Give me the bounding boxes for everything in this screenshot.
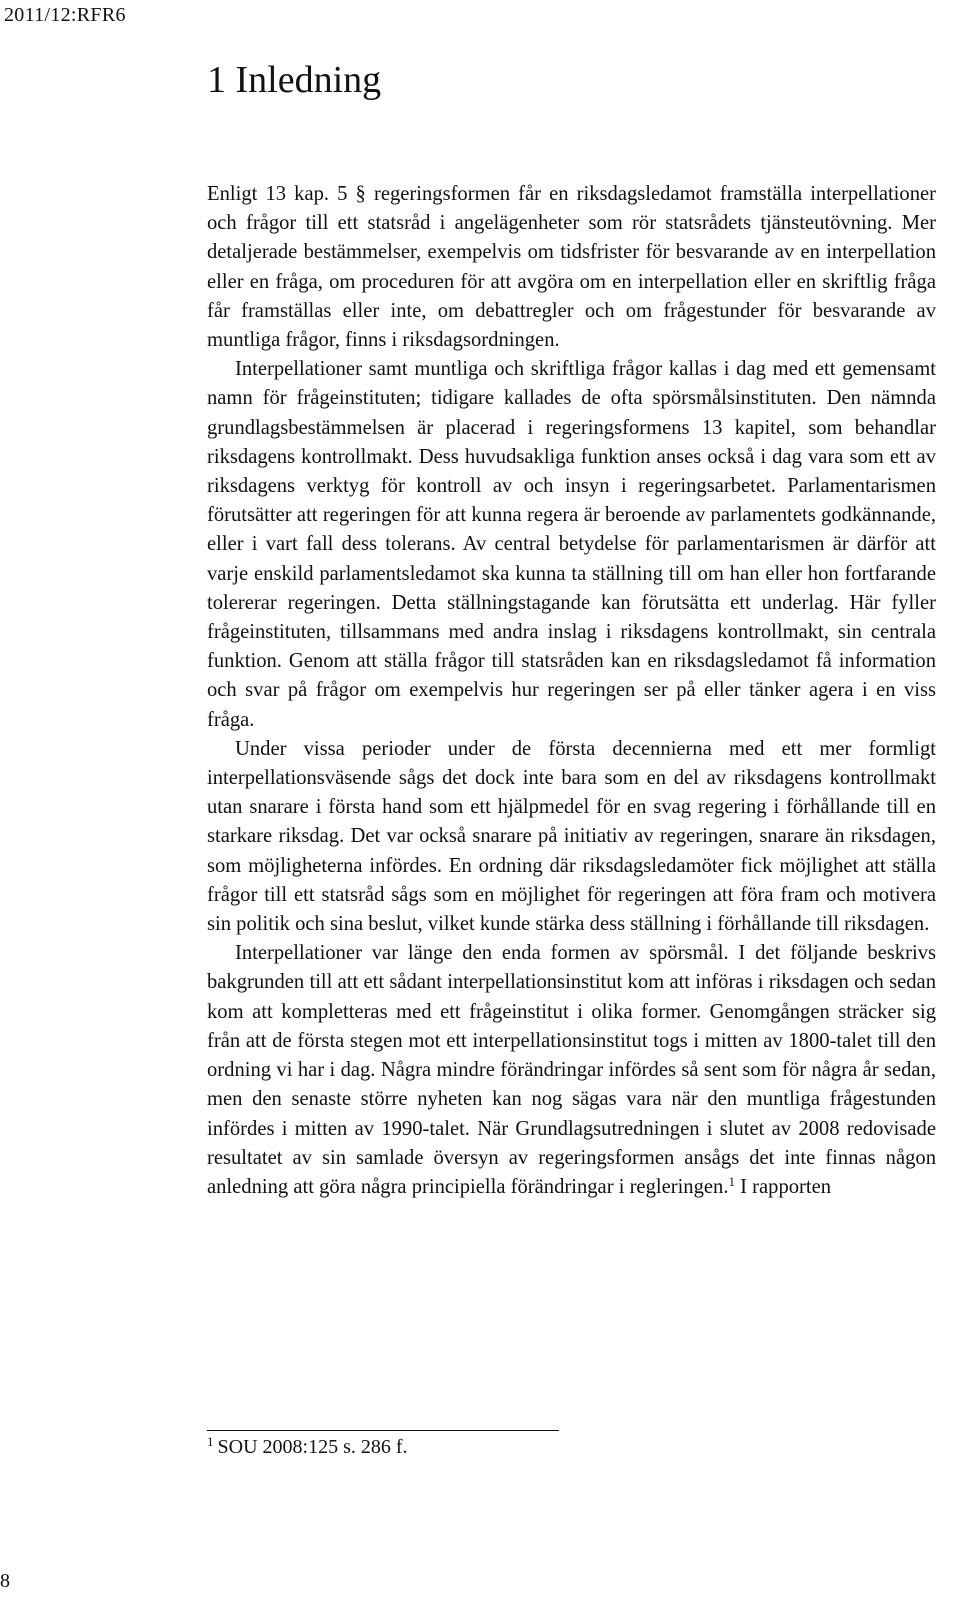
page-number: 8 — [0, 1570, 10, 1592]
footnote-text: SOU 2008:125 s. 286 f. — [217, 1436, 408, 1458]
paragraph-4-text: Interpellationer var länge den enda formen av spörsmål. I det följande beskrivs bakgrunden till att ett sådant interpellationsinstitut kom att införas i riksdagen och sedan kom att kompletteras med ett frågeinstitut i olika former. Genomgången sträcker sig från att de första stegen mot ett interpellationsinstitut togs i mitten av 1800-talet till den ordning vi har i dag. Några mindre förändringar infördes så sent som för några år sedan, men den senaste större nyheten kan nog sägas vara när den muntliga frågestunden infördes i mitten av 1990-talet. När Grundlagsutredningen i slutet av 2008 redovisade resultatet av sin samlade översyn av regeringsformen ansågs det inte finnas någon anledning att göra några principiella förändringar i regleringen. — [207, 942, 936, 1198]
paragraph-3: Under vissa perioder under de första decennierna med ett mer formligt interpellationsväsende sågs det dock inte bara som en del av riksdagens kontrollmakt utan snarare i första hand som ett hjälpmedel för en svag regering i förhållande till en starkare riksdag. Det var också snarare på initiativ av regeringen, snarare än riksdagen, som möjligheterna infördes. En ordning där riksdagsledamöter fick möjlighet att ställa frågor till ett statsråd sågs som en möjlighet för regeringen att föra fram och motivera sin politik och sina beslut, vilket kunde stärka dess ställning i förhållande till riksdagen. — [207, 737, 936, 936]
body-text — [207, 180, 936, 1202]
paragraph-4 — [207, 939, 936, 1202]
footnote-divider — [207, 1430, 559, 1431]
chapter-title: 1 Inledning — [207, 59, 382, 101]
footnote — [207, 1436, 408, 1459]
footnote-marker: 1 — [207, 1434, 214, 1449]
paragraph-4-tail: I rapporten — [735, 1175, 832, 1198]
footnote-reference[interactable]: 1 — [728, 1173, 735, 1189]
report-id: 2011/12:RFR6 — [4, 4, 126, 26]
paragraph-2: Interpellationer samt muntliga och skriftliga frågor kallas i dag med ett gemensamt namn för frågeinstituten; tidigare kallades de ofta spörsmålsinstituten. Den nämnda grundlagsbestämmelsen är placerad i regeringsformens 13 kapitel, som behandlar riksdagens kontrollmakt. Dess huvudsakliga funktion anses också i dag vara som ett av riksdagens verktyg för kontroll av och insyn i regeringsarbetet. Parlamentarismen förutsätter att regeringen för att kunna regera är beroende av parlamentets godkännande, eller i vart fall dess tolerans. Av central betydelse för parlamentarismen är därför att varje enskild parlamentsledamot ska kunna ta ställning till om han eller hon fortfarande tolererar regeringen. Detta ställningstagande kan förutsätta ett underlag. Här fyller frågeinstituten, tillsammans med andra inslag i riksdagens kontrollmakt, sin centrala funktion. Genom att ställa frågor till statsråden kan en riksdagsledamot få information och svar på frågor om exempelvis hur regeringen ser på eller tänker agera i en viss fråga. — [207, 358, 936, 731]
paragraph-1: Enligt 13 kap. 5 § regeringsformen får en riksdagsledamot framställa interpellationer och frågor till ett statsråd i angelägenheter som rör statsrådets tjänsteutövning. Mer detaljerade bestämmelser, exempelvis om tidsfrister för besvarande av en interpellation eller en fråga, om proceduren för att avgöra om en interpellation eller en skriftlig fråga får framställas eller inte, om debattregler och om frågestunder för besvarande av muntliga frågor, finns i riksdagsordningen. — [207, 183, 936, 352]
